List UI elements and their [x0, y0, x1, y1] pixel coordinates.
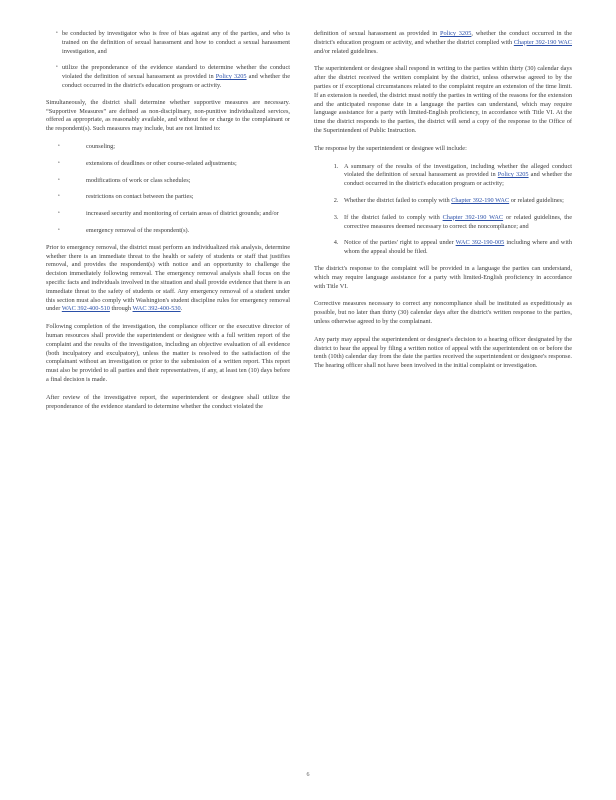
- wac-392-400-510-link[interactable]: WAC 392-400-510: [61, 305, 110, 313]
- chapter-392-190-wac-link[interactable]: Chapter 392-190 WAC: [442, 213, 504, 221]
- chapter-392-190-wac-link[interactable]: Chapter 392-190 WAC: [513, 38, 572, 46]
- list-item: • emergency removal of the respondent(s).: [46, 227, 290, 236]
- list-item: 3. If the district failed to comply with Chapter 392-190 WAC or related guidelines, the corrective measures deemed necessary to correct the noncompliance; and: [340, 214, 572, 232]
- list-item: • increased security and monitoring of certain areas of district grounds; and/or: [46, 210, 290, 219]
- policy-3205-link[interactable]: Policy 3205: [215, 73, 247, 81]
- list-item: • modifications of work or class schedules;: [46, 177, 290, 186]
- response-contents-intro: The response by the superintendent or designee will include:: [314, 144, 467, 152]
- list-item: • extensions of deadlines or other course-related adjustments;: [46, 160, 290, 169]
- right-column: [314, 30, 572, 380]
- investigation-requirements-list: [46, 30, 290, 91]
- list-item: 1. A summary of the results of the investigation, including whether the alleged conduct violated the definition of sexual harassment as provided in Policy 3205 and whether the conduct occurred in the district's education program or activity;: [340, 163, 572, 189]
- list-item: • restrictions on contact between the parties;: [46, 193, 290, 202]
- wac-392-190-005-link[interactable]: WAC 392-190-005: [455, 239, 505, 247]
- supportive-measures-paragraph: Simultaneously, the district shall determine whether supportive measures are necessary. “Supportive Measures” are defined as non-disciplinary, non-punitive individualized services, offered as appropriate, as reasonably available, and without fee or charge to the complainant or the respondent(s). Such measures may include, but are not limited to:: [46, 98, 290, 133]
- list-item: 2. Whether the district failed to comply with Chapter 392-190 WAC or related guidelines;: [340, 197, 572, 206]
- chapter-392-190-wac-link[interactable]: Chapter 392-190 WAC: [451, 196, 510, 204]
- definition-paragraph: definition of sexual harassment as provided in Policy 3205, whether the conduct occurred in the district's education program or activity, and whether the district complied with Chapter 392-190 WAC and/or related guidelines.: [314, 30, 572, 55]
- appeal-paragraph: Any party may appeal the superintendent or designee's decision to a hearing officer designated by the district to hear the appeal by filing a written notice of appeal with the superintendent on or before the tenth (10th) calendar day from the date the parties received the superintendent or designee's response. The hearing officer shall not have been involved in the initial complaint or investigation.: [314, 335, 572, 370]
- policy-3205-link[interactable]: Policy 3205: [497, 171, 529, 179]
- list-item: • be conducted by investigator who is free of bias against any of the parties, and who is trained on the definition of sexual harassment and how to conduct a sexual harassment investigation, and: [46, 30, 290, 56]
- list-item: • utilize the preponderance of the evidence standard to determine whether the conduct violated the definition of sexual harassment as provided in Policy 3205 and whether the conduct occurred in the district's education program or activity.: [46, 64, 290, 90]
- list-item: 4. Notice of the parties' right to appeal under WAC 392-190-005 including where and with whom the appeal should be filed.: [340, 239, 572, 257]
- language-paragraph: The district's response to the complaint will be provided in a language the parties can understand, which may require language assistance for a party with limited-English proficiency in accordance with Title VI.: [314, 264, 572, 290]
- supportive-measures-list: [46, 143, 290, 236]
- response-timeline-paragraph: The superintendent or designee shall respond in writing to the parties within thirty (30) calendar days after the district received the written complaint by the district, unless otherwise agreed to by the parties or if exceptional circumstances related to the complaint require an extension of the time limit. If an extension is needed, the district must notify the parties in writing of the reasons for the extension and the anticipated response date in a language the parties can understand, which may require language assistance for a party with limited-English proficiency, in accordance with Title VI. At the time the district responds to the parties, the district will send a copy of the response to the Office of the Superintendent of Public Instruction.: [314, 65, 572, 134]
- page-number: 6: [306, 772, 310, 778]
- investigation-report-paragraph: Following completion of the investigation, the compliance officer or the executive director of human resources shall provide the superintendent or designee with a full written report of the complaint and the results of the investigation, including an objective evaluation of all evidence (both inculpatory and exculpatory), unless the matter is resolved to the satisfaction of the complainant without an investigation or prior to the submission of a written report. This report must also be provided to all parties and their representatives, if any, at least ten (10) days before a final decision is made.: [46, 323, 290, 383]
- corrective-measures-paragraph: Corrective measures necessary to correct any noncompliance shall be instituted as expeditiously as possible, but no later than thirty (30) calendar days after the district's written response to the parties, unless otherwise agreed to by the complainant.: [314, 300, 572, 325]
- list-item: • counseling;: [46, 143, 290, 152]
- left-column: [46, 30, 290, 420]
- wac-392-400-530-link[interactable]: WAC 392-400-530: [132, 305, 181, 313]
- emergency-removal-paragraph: Prior to emergency removal, the district must perform an individualized risk analysis, determine whether there is an immediate threat to the health or safety of students or staff that justifies removal, and provides the respondent(s) with notice and an opportunity to challenge the decision immediately following removal. The emergency removal analysis shall focus on the specific facts and individuals involved in the situation and shall provide evidence that there is an immediate threat to the safety of students or staff. Any emergency removal of a student under this section must also comply with Washington's student discipline rules for emergency removal under WAC 392-400-510 through WAC 392-400-530.: [46, 243, 290, 313]
- review-paragraph: After review of the investigative report, the superintendent or designee shall utilize the preponderance of the evidence standard to determine whether the conduct violated the: [46, 393, 290, 410]
- policy-3205-link[interactable]: Policy 3205: [439, 30, 472, 37]
- response-contents-list: [314, 163, 572, 257]
